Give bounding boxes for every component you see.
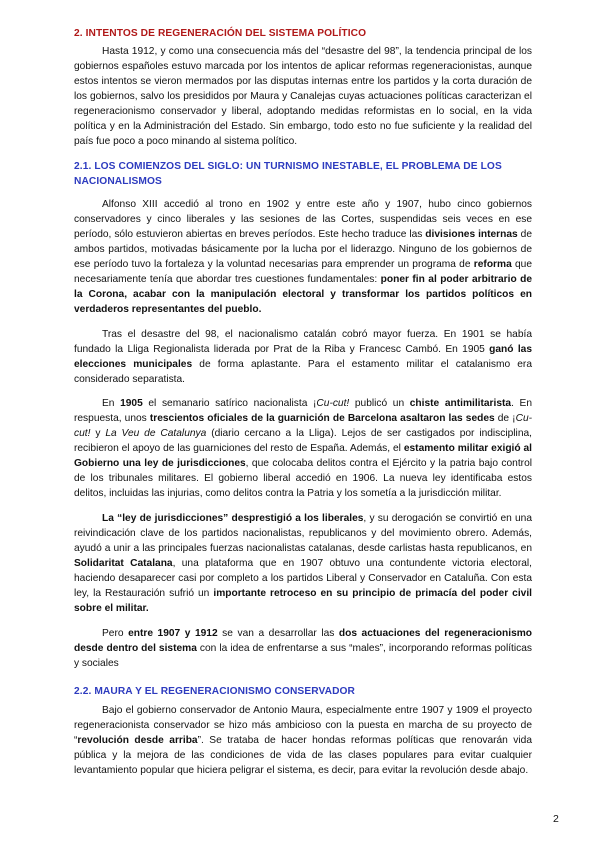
paragraph: Pero entre 1907 y 1912 se van a desarrollar las dos actuaciones del regeneracionismo desde dentro del sistema con la idea de enfrentarse a sus “males”, incorporando reformas políticas y sociales [74,628,533,669]
section-2-1-heading: 2.1. LOS COMIENZOS DEL SIGLO: UN TURNISMO INESTABLE, EL PROBLEMA DE LOS NACIONALISMOS [74,161,502,187]
paragraph: Tras el desastre del 98, el nacionalismo catalán cobró mayor fuerza. En 1901 se había fundado la Lliga Regionalista liderada por Prat de la Riba y Francesc Cambó. En 1905 ganó las elecciones municipales de forma aplastante. Para el estamento militar el catalanismo era considerado separatista. [74,329,533,385]
section-2-2-body [74,703,532,778]
paragraph: La “ley de jurisdicciones” desprestigió a los liberales, y su derogación se convirtió en una reivindicación clave de los partidos nacionalistas, republicanos y del movimiento obrero. Además, ayudó a unir a las principales fuerzas nacionalistas catalanas, desde carlistas hasta republicanos, en Solidaritat Catalana, una plataforma que en 1907 obtuvo una contundente victoria electoral, haciendo desaparecer casi por completo a los partidos Liberal y Conservador en Cataluña. Con esta ley, la Restauración sufrió un importante retroceso en su principio de primacía del poder civil sobre el militar. [74,513,533,614]
section-2-1-body [74,197,532,671]
section-2-body [74,44,532,149]
section-2-heading: 2. INTENTOS DE REGENERACIÓN DEL SISTEMA POLÍTICO [74,28,367,39]
section-2-2-heading: 2.2. MAURA Y EL REGENERACIONISMO CONSERVADOR [74,686,356,697]
page-number: 2 [553,813,559,825]
paragraph: En 1905 el semanario satírico nacionalista ¡Cu-cut! publicó un chiste antimilitarista. En respuesta, unos trescientos oficiales de la guarnición de Barcelona asaltaron las sedes de ¡Cu-cut! y La Veu de Catalunya (diario cercano a la Lliga). Lejos de ser castigados por indisciplina, recibieron el apoyo de las guarniciones del resto de España. Además, el estamento militar exigió al Gobierno una ley de jurisdicciones, que colocaba delitos contra el Ejército y la patria bajo control de los tribunales militares. El gobierno liberal accedió en 1906. La nueva ley identificaba estos delitos, incluidas las injurias, como delitos contra la Patria y los sometía a la jurisdicción militar. [74,398,533,499]
paragraph: Bajo el gobierno conservador de Antonio Maura, especialmente entre 1907 y 1909 el proyecto regeneracionista conservador se hizo más ambicioso con la puesta en marcha de su proyecto de “revolución desde arriba”. Se trataba de hacer hondas reformas políticas que renovarán vida pública y la mejora de las condiciones de vida de las clases populares para evitar cualquier levantamiento popular que hiciera peligrar el sistema, es decir, para evitar la revolución desde abajo. [74,705,532,776]
paragraph: Alfonso XIII accedió al trono en 1902 y entre este año y 1907, hubo cinco gobiernos conservadores y cinco liberales y las sesiones de las Cortes, suspendidas seis veces en ese período, sólo estuvieron abiertas en breves períodos. Este hecho traduce las divisiones internas de ambos partidos, motivadas básicamente por la lucha por el liderazgo. Ninguno de los gobiernos de ese período tuvo la fortaleza y la voluntad necesarias para emprender un programa de reforma que necesariamente tenía que abordar tres cuestiones fundamentales: poner fin al poder arbitrario de la Corona, acabar con la manipulación electoral y transformar los partidos políticos en verdaderos representantes del pueblo. [74,199,533,315]
paragraph: Hasta 1912, y como una consecuencia más del “desastre del 98”, la tendencia principal de los gobiernos españoles estuvo marcada por los intentos de aplicar reformas regeneracionistas, aunque estos intentos se vieron mermados por las disputas internas entre los partidos y la corta duración de los gobiernos, salvo los presididos por Maura y Canalejas cuyas actuaciones políticas caracterizan el regeneracionismo conservador y liberal, adoptando medidas reformistas en lo social, en la vida política y en la Administración del Estado. Sin embargo, todo esto no fue suficiente y la realidad del país fue poco a poco minando al sistema político. [74,46,532,147]
